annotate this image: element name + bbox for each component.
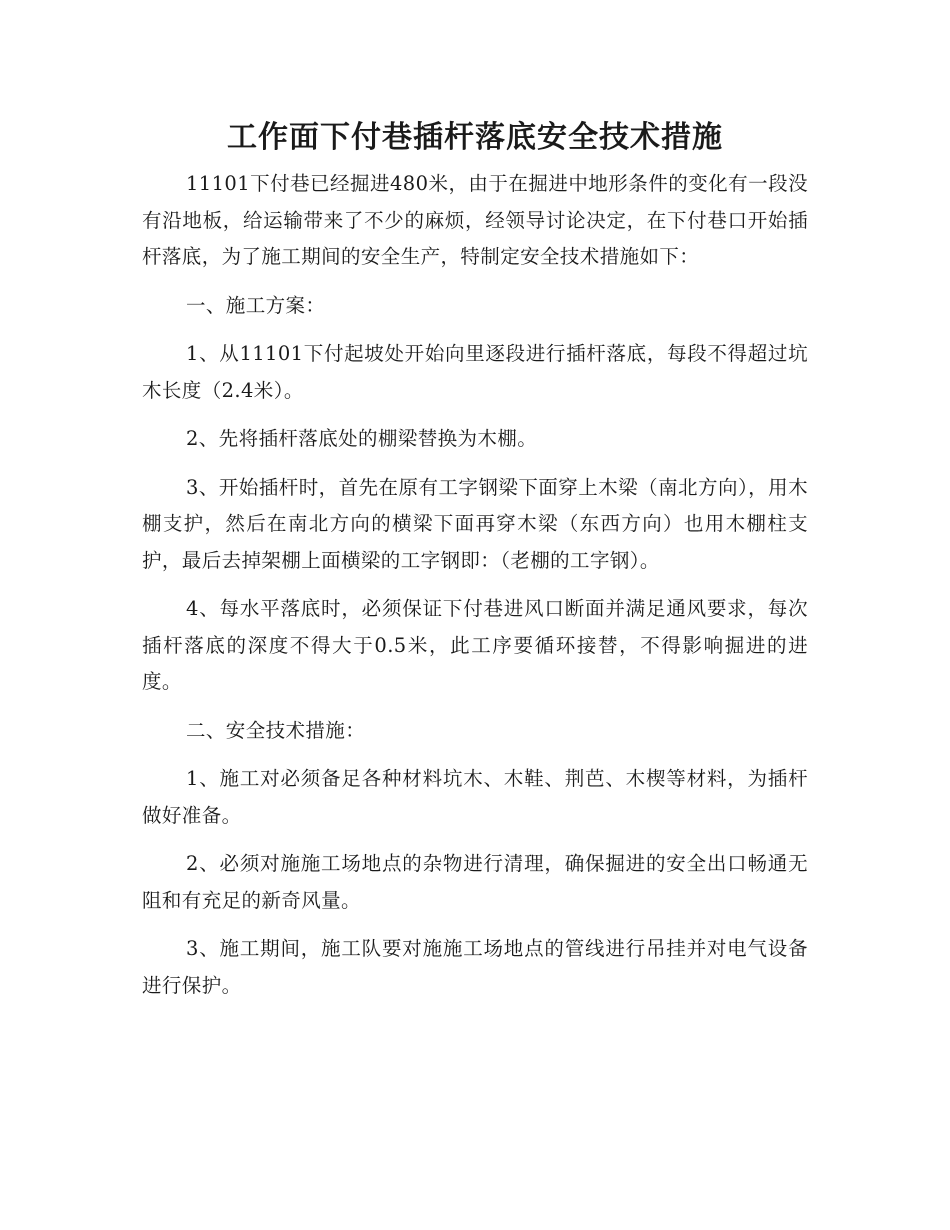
section-heading-construction-plan: 一、施工方案：: [186, 293, 326, 317]
plan-item-2: 2、先将插杆落底处的棚梁替换为木棚。: [186, 427, 538, 450]
safety-item-2: 2、必须对施施工场地点的杂物进行清理，确保掘进的安全出口畅通无阻和有充足的新奇风量。: [142, 852, 808, 912]
safety-item-3: 3、施工期间，施工队要对施施工场地点的管线进行吊挂并对电气设备进行保护。: [142, 937, 808, 997]
safety-item-1: 1、施工对必须备足各种材料坑木、木鞋、荆芭、木楔等材料，为插杆做好准备。: [142, 767, 808, 827]
document-title: 工作面下付巷插杆落底安全技术措施: [227, 120, 723, 155]
section-heading-safety-measures: 二、安全技术措施：: [186, 718, 366, 742]
plan-item-4: 4、每水平落底时，必须保证下付巷进风口断面并满足通风要求，每次插杆落底的深度不得大于0.5米，此工序要循环接替，不得影响掘进的进度。: [142, 597, 808, 693]
plan-item-1: 1、从11101下付起坡处开始向里逐段进行插杆落底，每段不得超过坑木长度（2.4米）。: [142, 342, 808, 402]
document-body: [142, 166, 808, 1016]
intro-paragraph: 11101下付巷已经掘进480米，由于在掘进中地形条件的变化有一段没有沿地板，给运输带来了不少的麻烦，经领导讨论决定，在下付巷口开始插杆落底，为了施工期间的安全生产，特制定安全技术措施如下：: [142, 172, 808, 268]
plan-item-3: 3、开始插杆时，首先在原有工字钢梁下面穿上木梁（南北方向），用木棚支护，然后在南北方向的横梁下面再穿木梁（东西方向）也用木棚柱支护，最后去掉架棚上面横梁的工字钢即：（老棚的工字钢）。: [142, 475, 808, 572]
